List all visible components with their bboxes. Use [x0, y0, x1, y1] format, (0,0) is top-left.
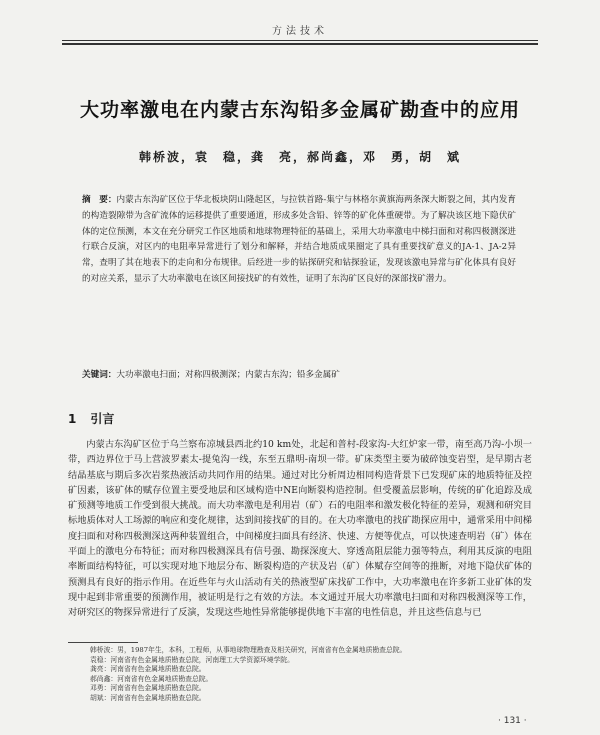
abstract	[82, 193, 516, 288]
keywords-label: 关键词：	[82, 370, 117, 380]
page-number: · 131 ·	[498, 716, 527, 726]
header-rule-thick	[62, 43, 538, 45]
abstract-label: 摘 要：	[82, 195, 117, 205]
paper-title: 大功率激电在内蒙古东沟铅多金属矿勘查中的应用	[79, 99, 520, 121]
footnote-rule	[68, 642, 138, 643]
footnote-line: 袁稳：河南省有色金属地质勘查总院，河南理工大学资源环境学院。	[90, 655, 294, 664]
header-rule-thin	[62, 40, 538, 41]
footnote-line: 韩桥波：男，1987年生，本科，工程师，从事地球物理勘查及相关研究，河南省有色金属地质勘查总院。	[90, 646, 407, 654]
author-list: 韩桥波，袁 稳，龚 亮，郝尚鑫，邓 勇，胡 斌	[138, 150, 461, 164]
footnotes	[90, 646, 530, 704]
column-header: 方法技术	[272, 26, 328, 37]
keywords	[82, 368, 516, 382]
footnote-line: 胡斌：河南省有色金属地质勘查总院。	[90, 693, 206, 702]
section-title: 引言	[90, 412, 115, 426]
body-paragraph: 内蒙古东沟矿区位于乌兰察布凉城县西北约10 km处，北起和普村-段家沟-大红炉家一带，南至高乃沟-小坝一带，西边界位于马上营波罗素太-提兔沟一线，东至五鼎明-南坝一带。矿床类型主要为破碎蚀变岩型，是早期古老结晶基底与期后多次岩浆热液活动共同作用的结果。通过对比分析周边相同构造背景下已发现矿床的地质特征及控矿因素，该矿体的赋存位置主要受地层和区域构造中NE向断裂构造控制。但受覆盖层影响，传统的矿化追踪及成矿预测等地质工作受到很大挑战。而大功率激电是利用岩（矿）石的电阻率和激发极化特征的差异，观测和研究目标地质体对人工场源的响应和变化规律，达到间接找矿的目的。在大功率激电的找矿勘探应用中，通常采用中间梯度扫面和对称四极测深这两种装置组合，中间梯度扫面具有经济、快速、方便等优点，可以快速查明岩（矿）体在平面上的激电分布特征；而对称四极测深具有信号强、勘探深度大、穿透高阻层能力强等特点，利用其反演的电阻率断面结构特征，可以实现对地下地层分布、断裂构造的产状及岩（矿）体赋存空间等的推断，对地下隐伏矿体的预测具有良好的指示作用。在近些年与火山活动有关的热液型矿床找矿工作中，大功率激电在许多新工业矿体的发现中起到非常重要的预测作用，被证明是行之有效的方法。本文通过开展大功率激电扫面和对称四极测深等工作，对研究区的物探异常进行了反演，发现这些地性异常能够提供地下丰富的电性信息，并且这些信息与已	[68, 439, 532, 619]
footnote-line: 龚亮：河南省有色金属地质勘查总院。	[90, 665, 206, 674]
keywords-text: 大功率激电扫面；对称四极测深；内蒙古东沟；铅多金属矿	[116, 370, 340, 380]
section-number: 1	[68, 412, 77, 426]
abstract-text: 内蒙古东沟矿区位于华北板块阴山隆起区，与拉铁首路-集宁与林格尔黄旗海两条深大断裂之间，其内发育的构造裂隙带为含矿流体的运移提供了重要通道，形成多处含铅、锌等的矿化体重硬带。为了解决该区地下隐伏矿体的定位预测，本文在充分研究工作区地质和地球物理特征的基础上，采用大功率激电中梯扫面和对称四极测深进行联合反演，对区内的电阻率异常进行了划分和解释，并结合地质成果圈定了具有重要找矿意义的JA-1、JA-2异常，查明了其在地表下的走向和分布规律。后经进一步的钻探研究和钻探验证，发现该激电异常与矿化体具有良好的对应关系，显示了大功率激电在该区间接找矿的有效性，证明了东沟矿区良好的深部找矿潜力。	[82, 195, 516, 284]
footnote-line: 邓勇：河南省有色金属地质勘查总院。	[90, 684, 206, 693]
footnote-line: 郝尚鑫：河南省有色金属地质勘查总院。	[90, 674, 213, 683]
section-heading	[68, 410, 114, 427]
